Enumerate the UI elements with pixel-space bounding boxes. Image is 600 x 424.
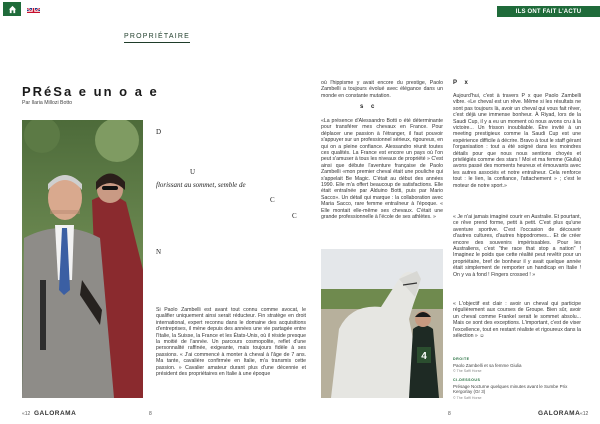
drop-letter: D xyxy=(156,128,162,136)
footer-brand-left: GALORAMA xyxy=(34,410,77,417)
drop-letter: U xyxy=(190,168,196,176)
body-column-left: Si Paolo Zambelli est avant tout connu comme avocat, le qualifier uniquement ainsi serait réducteur. Fin stratège en droit international, expert reconnu dans le domaine des acquisitions d'entreprises, il mène depuis des années une vie partagée entre l'Italie, la Suisse, la France et les États-Unis, où il réside presque la moitié de l'année. Un parcours cosmopolite, reflet d'une personnalité raffinée, exigeante, mais toujours fidèle à ses passions. « J'ai commencé à monter à cheval à l'âge de 7 ans. Ma tante, cavalière confirmée en Italie, m'a transmis cette passion. » Cavalier amateur durant plus d'une décennie et président des propriétaires en Italie à une époque xyxy=(156,307,306,378)
body-column-right-c: « L'objectif est clair : avoir un cheval qui participe régulièrement aux courses de Groupe. Bien sûr, avoir un cheval comme Frankel serait le sommet absolu... Mais ce sont des exceptions. L'important, c'est de viser l'excellence, tout en restant réaliste et rigoureux dans la sélection » ☺ xyxy=(453,301,581,340)
section-label: PROPRIÉTAIRE xyxy=(124,33,190,43)
section-tag[interactable]: ILS ONT FAIT L'ACTU xyxy=(497,6,600,17)
home-button[interactable] xyxy=(3,2,21,16)
body-column-middle-top: où l'hippisme y avait encore du prestige, Paolo Zambelli a toujours évolué avec élégance dans un monde en constante mutation. xyxy=(321,80,443,99)
footer-issue-left: «12 xyxy=(22,411,31,417)
drop-letter: N xyxy=(156,248,162,256)
subheading-letters: s c xyxy=(360,104,378,110)
page-number-right: 8 xyxy=(448,411,451,417)
body-column-right-b: « Je n'ai jamais imaginé courir en Australie. Et pourtant, ce rêve prend forme, petit à petit. C'est plus qu'une aventure sportive. C'est l'occasion de découvrir d'autres cultures, d'autres hippodromes... Et de créer encore des souvenirs impérissables. Pour les Australiens, c'est "the race that stop a nation" ! Imaginez le poids que cette réalité peut revêtir pour un propriétaire, bref de bonheur il y avait quelque année était simplement de remporter un handicap en Italie ! On y va à fond ! Fingers crossed ! » xyxy=(453,214,581,278)
caption-text: Présage Nocturne quelques minutes avant le Sumbe Prix Kergorlay (Gr 3) xyxy=(453,383,568,395)
byline: Par Ilaria Millozi Botto xyxy=(22,100,73,106)
caption-label: DROITE xyxy=(453,357,470,361)
uk-flag-icon[interactable] xyxy=(27,4,40,13)
footer-brand-right: GALORAMA xyxy=(538,410,581,417)
caption-text: Paolo Zambelli et sa femme Giulia xyxy=(453,362,522,368)
photo-horse xyxy=(321,249,443,398)
page-number-left: 8 xyxy=(149,411,152,417)
photo-owner-couple xyxy=(22,120,143,398)
body-column-middle: «La présence d'Alessandro Botti o été déterminante pour transférer mes chevaux en France. Pour déplacer une passion à l'étranger, il faut pouvoir s'appuyer sur un professionnel sérieux, rigoureux, en qui on a pleine confiance. Alessandro réunit toutes ces qualités. La France est encore un pays où l'on peut s'amuser à tous les niveaux de propriété » C'est ainsi que débute l'aventure française de Paolo Zambelli «mon premier cheval était une pouliche qui s'appelait Be Magic. C'était au début des années 1990. Elle m'a offert beaucoup de satisfactions. Elle était entraînée par Alduino Botti, puis par Mario Sacco». Un détail qui marque : la collaboration avec Maria Sacco, rare femme entraîneur à l'époque. « Elle montait elle-même ses chevaux. C'était une grande professionnelle à l'école de ses athlètes. » xyxy=(321,118,443,221)
svg-text:4: 4 xyxy=(421,351,427,362)
pull-quote: florissant au sommet, semble de xyxy=(156,181,246,189)
caption-label: CI-DESSOUS xyxy=(453,378,481,382)
drop-letter: C xyxy=(292,212,297,220)
caption-credit: © The Saffi Horse xyxy=(453,369,482,374)
subheading-p: P x xyxy=(453,80,471,86)
photo-caption-1 xyxy=(453,357,581,375)
article-title: PRéSa e un o a e xyxy=(22,84,159,99)
footer-issue-right: «12 xyxy=(580,411,589,417)
caption-credit: © The Saffi Horse xyxy=(453,395,482,400)
photo-caption-2 xyxy=(453,378,581,401)
body-column-right-a: Aujourd'hui, c'est à travers P x que Paolo Zambelli vibre. «Le cheval est un rêve. Même si les résultats ne sont pas toujours là, avoir un cheval qui vous fait rêver, c'est déjà une immense bonheur. À Riyad, lors de la Saudi Cup, il y a eu un moment où nous avons cru à la victoire... Un frisson inoubliable. Être invité à un meeting prestigieux comme la Saudi Cup est une expérience difficile à décrire. Bravo à tout le staff gérant l'organisation : tout a été soigné dans les moindres détails pour que nous nous sentions choyés et privilégiés comme des stars ! Moi et ma femme (Giulia) avons passé des moments heureux et émouvants avec les autres associés et notre entraîneur. Cela renforce tout : le lien, la confiance, l'attachement » ; c'est le moteur de notre sport.» xyxy=(453,93,581,189)
home-icon xyxy=(8,5,17,14)
drop-letter: C xyxy=(270,196,275,204)
